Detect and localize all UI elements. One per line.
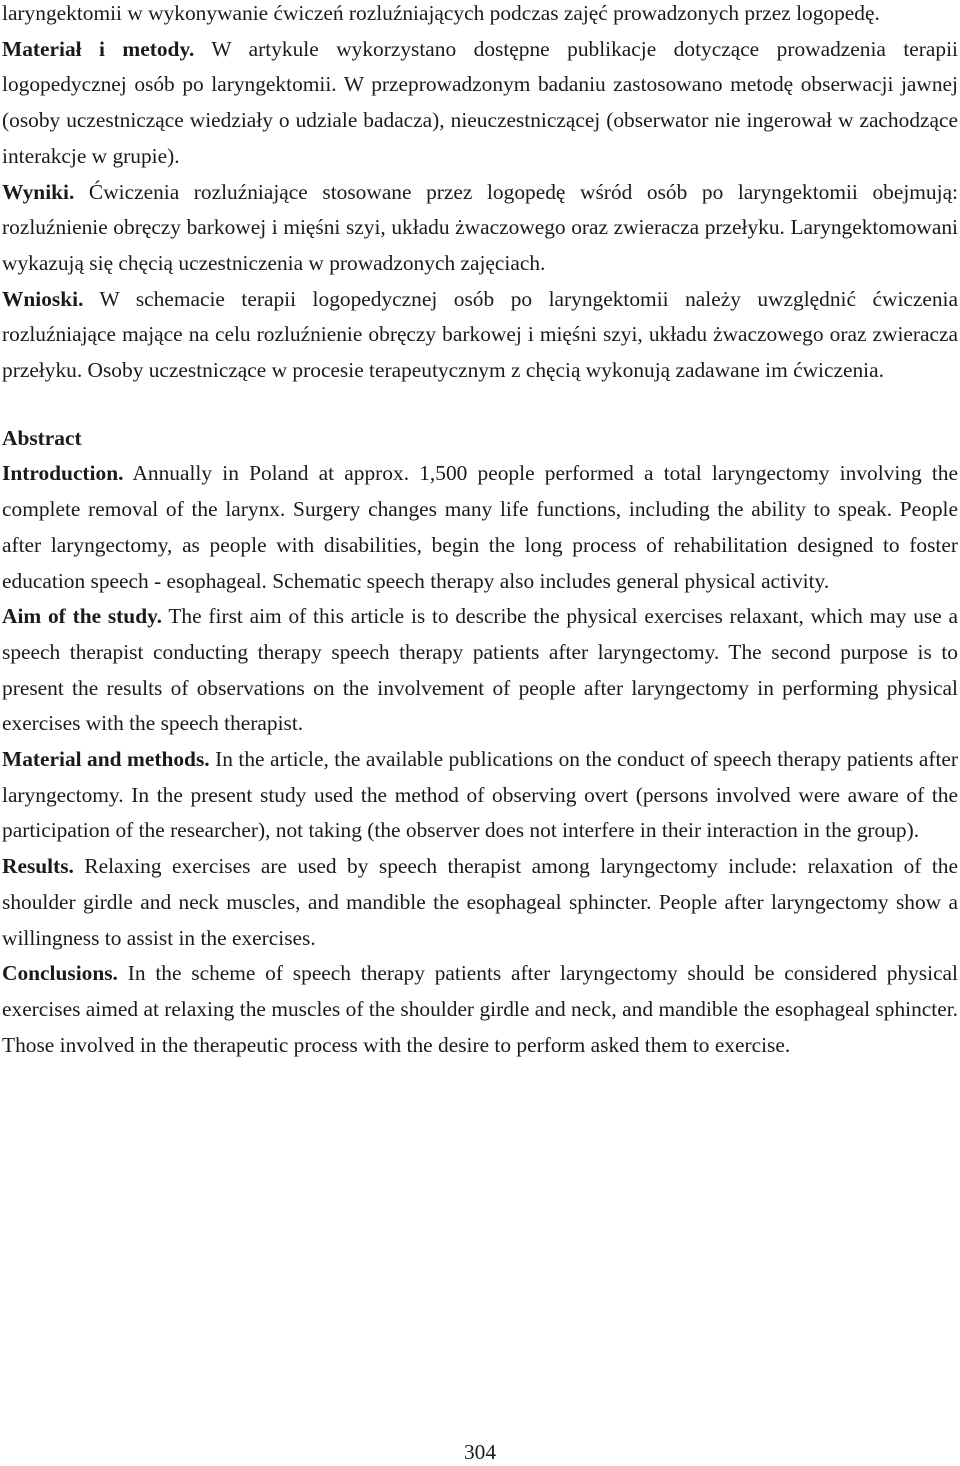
- abstract-results: [2, 849, 958, 956]
- polish-intro-tail-text: laryngektomii w wykonywanie ćwiczeń rozluźniających podczas zajęć prowadzonych przez logopedę.: [2, 1, 880, 25]
- abstract-conclusions-text: In the scheme of speech therapy patients after laryngectomy should be considered physical exercises aimed at relaxing the muscles of the shoulder girdle and neck, and mandible the esophageal sphincter. Those involved in the therapeutic process with the desire to perform asked them to exercise.: [2, 961, 958, 1057]
- polish-results: [2, 175, 958, 282]
- polish-conclusions: [2, 282, 958, 389]
- polish-material-methods-text: W artykule wykorzystano dostępne publikacje dotyczące prowadzenia terapii logopedycznej osób po laryngektomii. W przeprowadzonym badaniu zastosowano metodę obserwacji jawnej (osoby uczestniczące wiedziały o udziale badacza), nieuczestniczącej (obserwator nie ingerował w zachodzące interakcje w grupie).: [2, 36, 958, 168]
- polish-intro-tail: [2, 0, 958, 32]
- polish-results-label: Wyniki.: [2, 179, 75, 204]
- abstract-material-methods-text: In the article, the available publications on the conduct of speech therapy patients after laryngectomy. In the present study used the method of observing overt (persons involved were aware of the participation of the researcher), not taking (the observer does not interfere in their interaction in the group).: [2, 747, 959, 843]
- document-page: [2, 0, 958, 1063]
- polish-results-text: Ćwiczenia rozluźniające stosowane przez logopedę wśród osób po laryngektomii obejmują: rozluźnienie obręczy barkowej i mięśni szyi, układu żwaczowego oraz zwieracza przełyku. Laryngektomowani wykazują się chęcią uczestniczenia w prowadzonych zajęciach.: [2, 179, 958, 275]
- abstract-results-label: Results.: [2, 854, 74, 879]
- abstract-aim-label: Aim of the study.: [2, 604, 162, 629]
- abstract-results-text: Relaxing exercises are used by speech therapist among laryngectomy include: relaxation of the shoulder girdle and neck muscles, and mandible the esophageal sphincter. People after laryngectomy show a willingness to assist in the exercises.: [2, 854, 958, 950]
- polish-conclusions-label: Wnioski.: [2, 286, 84, 311]
- page-number: 304: [463, 1440, 497, 1464]
- abstract-material-methods: [2, 742, 958, 849]
- abstract-introduction: [2, 456, 958, 599]
- polish-material-methods-label: Materiał i metody.: [2, 36, 195, 61]
- abstract-aim-text: The first aim of this article is to describe the physical exercises relaxant, which may use a speech therapist conducting therapy speech therapy patients after laryngectomy. The second purpose is to present the results of observations on the involvement of people after laryngectomy in performing physical exercises with the speech therapist.: [2, 604, 958, 736]
- polish-conclusions-text: W schemacie terapii logopedycznej osób po laryngektomii należy uwzględnić ćwiczenia rozluźniające mające na celu rozluźnienie obręczy barkowej i mięśni szyi, układu żwaczowego oraz zwieracza przełyku. Osoby uczestniczące w procesie terapeutycznym z chęcią wykonują zadawane im ćwiczenia.: [2, 286, 958, 383]
- abstract-conclusions: [2, 956, 958, 1063]
- abstract-material-methods-label: Material and methods.: [2, 747, 210, 772]
- abstract-conclusions-label: Conclusions.: [2, 961, 118, 986]
- abstract-aim: [2, 599, 958, 742]
- abstract-introduction-text: Annually in Poland at approx. 1,500 people performed a total laryngectomy involving the complete removal of the larynx. Surgery changes many life functions, including the ability to speak. People after laryngectomy, as people with disabilities, begin the long process of rehabilitation designed to foster education speech - esophageal. Schematic speech therapy also includes general physical activity.: [2, 461, 958, 593]
- section-spacer: [2, 389, 958, 421]
- abstract-introduction-label: Introduction.: [2, 461, 124, 486]
- abstract-heading: Abstract: [2, 425, 82, 450]
- polish-material-methods: [2, 32, 958, 175]
